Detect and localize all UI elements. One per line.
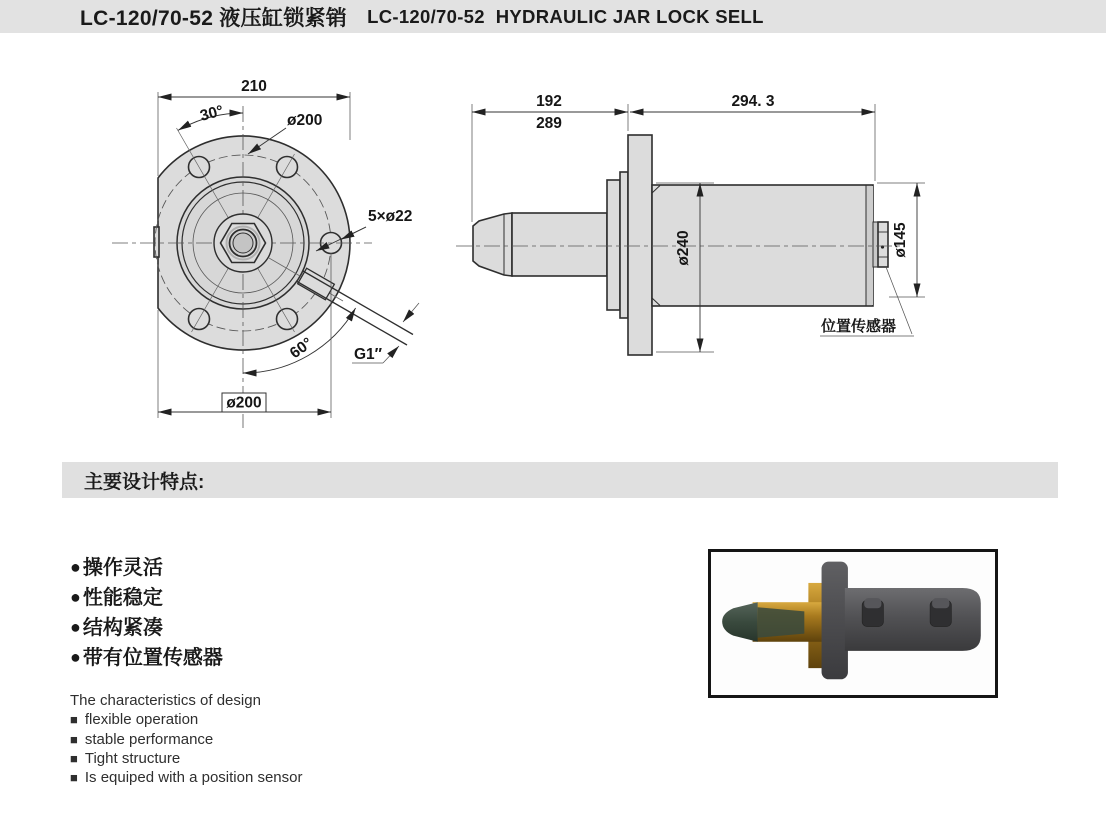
pin-shaft bbox=[512, 213, 607, 276]
bullet-icon: ● bbox=[70, 557, 81, 577]
bullet-icon: ● bbox=[70, 647, 81, 667]
square-bullet-icon: ■ bbox=[70, 731, 78, 747]
feature-text: stable performance bbox=[84, 730, 214, 748]
feature-text: 操作灵活 bbox=[82, 557, 163, 579]
list-item bbox=[70, 643, 223, 673]
dim-label-289: 289 bbox=[536, 115, 562, 132]
square-bullet-icon: ■ bbox=[70, 770, 78, 786]
dim-label-192: 192 bbox=[536, 93, 562, 110]
dim-label-holes: 5×ø22 bbox=[368, 208, 413, 225]
square-bullet-icon: ■ bbox=[70, 712, 78, 728]
bullet-icon: ● bbox=[70, 617, 81, 637]
feature-list-cn bbox=[70, 553, 223, 673]
page-title-cn: LC-120/70-52 液压缸锁紧销 bbox=[80, 6, 348, 30]
product-photo-frame bbox=[708, 549, 998, 698]
feature-text: 结构紧凑 bbox=[82, 617, 163, 639]
en-list-title: The characteristics of design bbox=[70, 692, 261, 709]
sensor-cap bbox=[878, 222, 888, 267]
feature-list-en bbox=[70, 691, 303, 787]
list-item bbox=[70, 749, 303, 768]
dim-label-60deg: 60° bbox=[286, 334, 316, 363]
section-title-bar bbox=[62, 462, 1058, 498]
feature-text: 带有位置传感器 bbox=[82, 647, 223, 669]
list-item bbox=[70, 710, 303, 729]
dim-label-port: G1″ bbox=[354, 346, 383, 363]
bullet-icon: ● bbox=[70, 587, 81, 607]
bolt-cap bbox=[932, 598, 949, 608]
product-photo bbox=[711, 552, 995, 695]
section-title: 主要设计特点: bbox=[84, 471, 205, 493]
square-bullet-icon: ■ bbox=[70, 750, 78, 766]
list-item bbox=[70, 730, 303, 749]
feature-text: 性能稳定 bbox=[82, 587, 163, 609]
dim-label-dia145: ø145 bbox=[892, 222, 909, 258]
lock-pin-tip bbox=[722, 602, 758, 642]
dim-label-294: 294. 3 bbox=[731, 93, 775, 110]
pin-cone bbox=[473, 213, 512, 276]
sensor-label: 位置传感器 bbox=[821, 318, 897, 335]
list-item bbox=[70, 613, 223, 643]
feature-text: Tight structure bbox=[84, 749, 181, 767]
page-title-en: LC-120/70-52 HYDRAULIC JAR LOCK SELL bbox=[367, 5, 764, 27]
feature-text: Is equiped with a position sensor bbox=[84, 769, 303, 787]
list-item bbox=[70, 553, 223, 583]
dim-label-210: 210 bbox=[241, 78, 267, 95]
mounting-flange bbox=[628, 135, 652, 355]
side-view-drawing bbox=[456, 93, 925, 355]
bolt-cap bbox=[864, 598, 881, 608]
dim-label-bolt-circle: ø200 bbox=[287, 112, 323, 129]
product-photo-shapes bbox=[722, 562, 981, 680]
list-item bbox=[70, 768, 303, 787]
dim-label-dia240: ø240 bbox=[675, 230, 692, 266]
dim-label-bolt-circle-bottom: ø200 bbox=[226, 394, 262, 412]
list-item bbox=[70, 583, 223, 613]
dim-label-30deg: 30° bbox=[198, 102, 226, 125]
feature-text: flexible operation bbox=[84, 711, 199, 729]
front-view-drawing bbox=[112, 78, 419, 428]
flange bbox=[822, 562, 848, 680]
